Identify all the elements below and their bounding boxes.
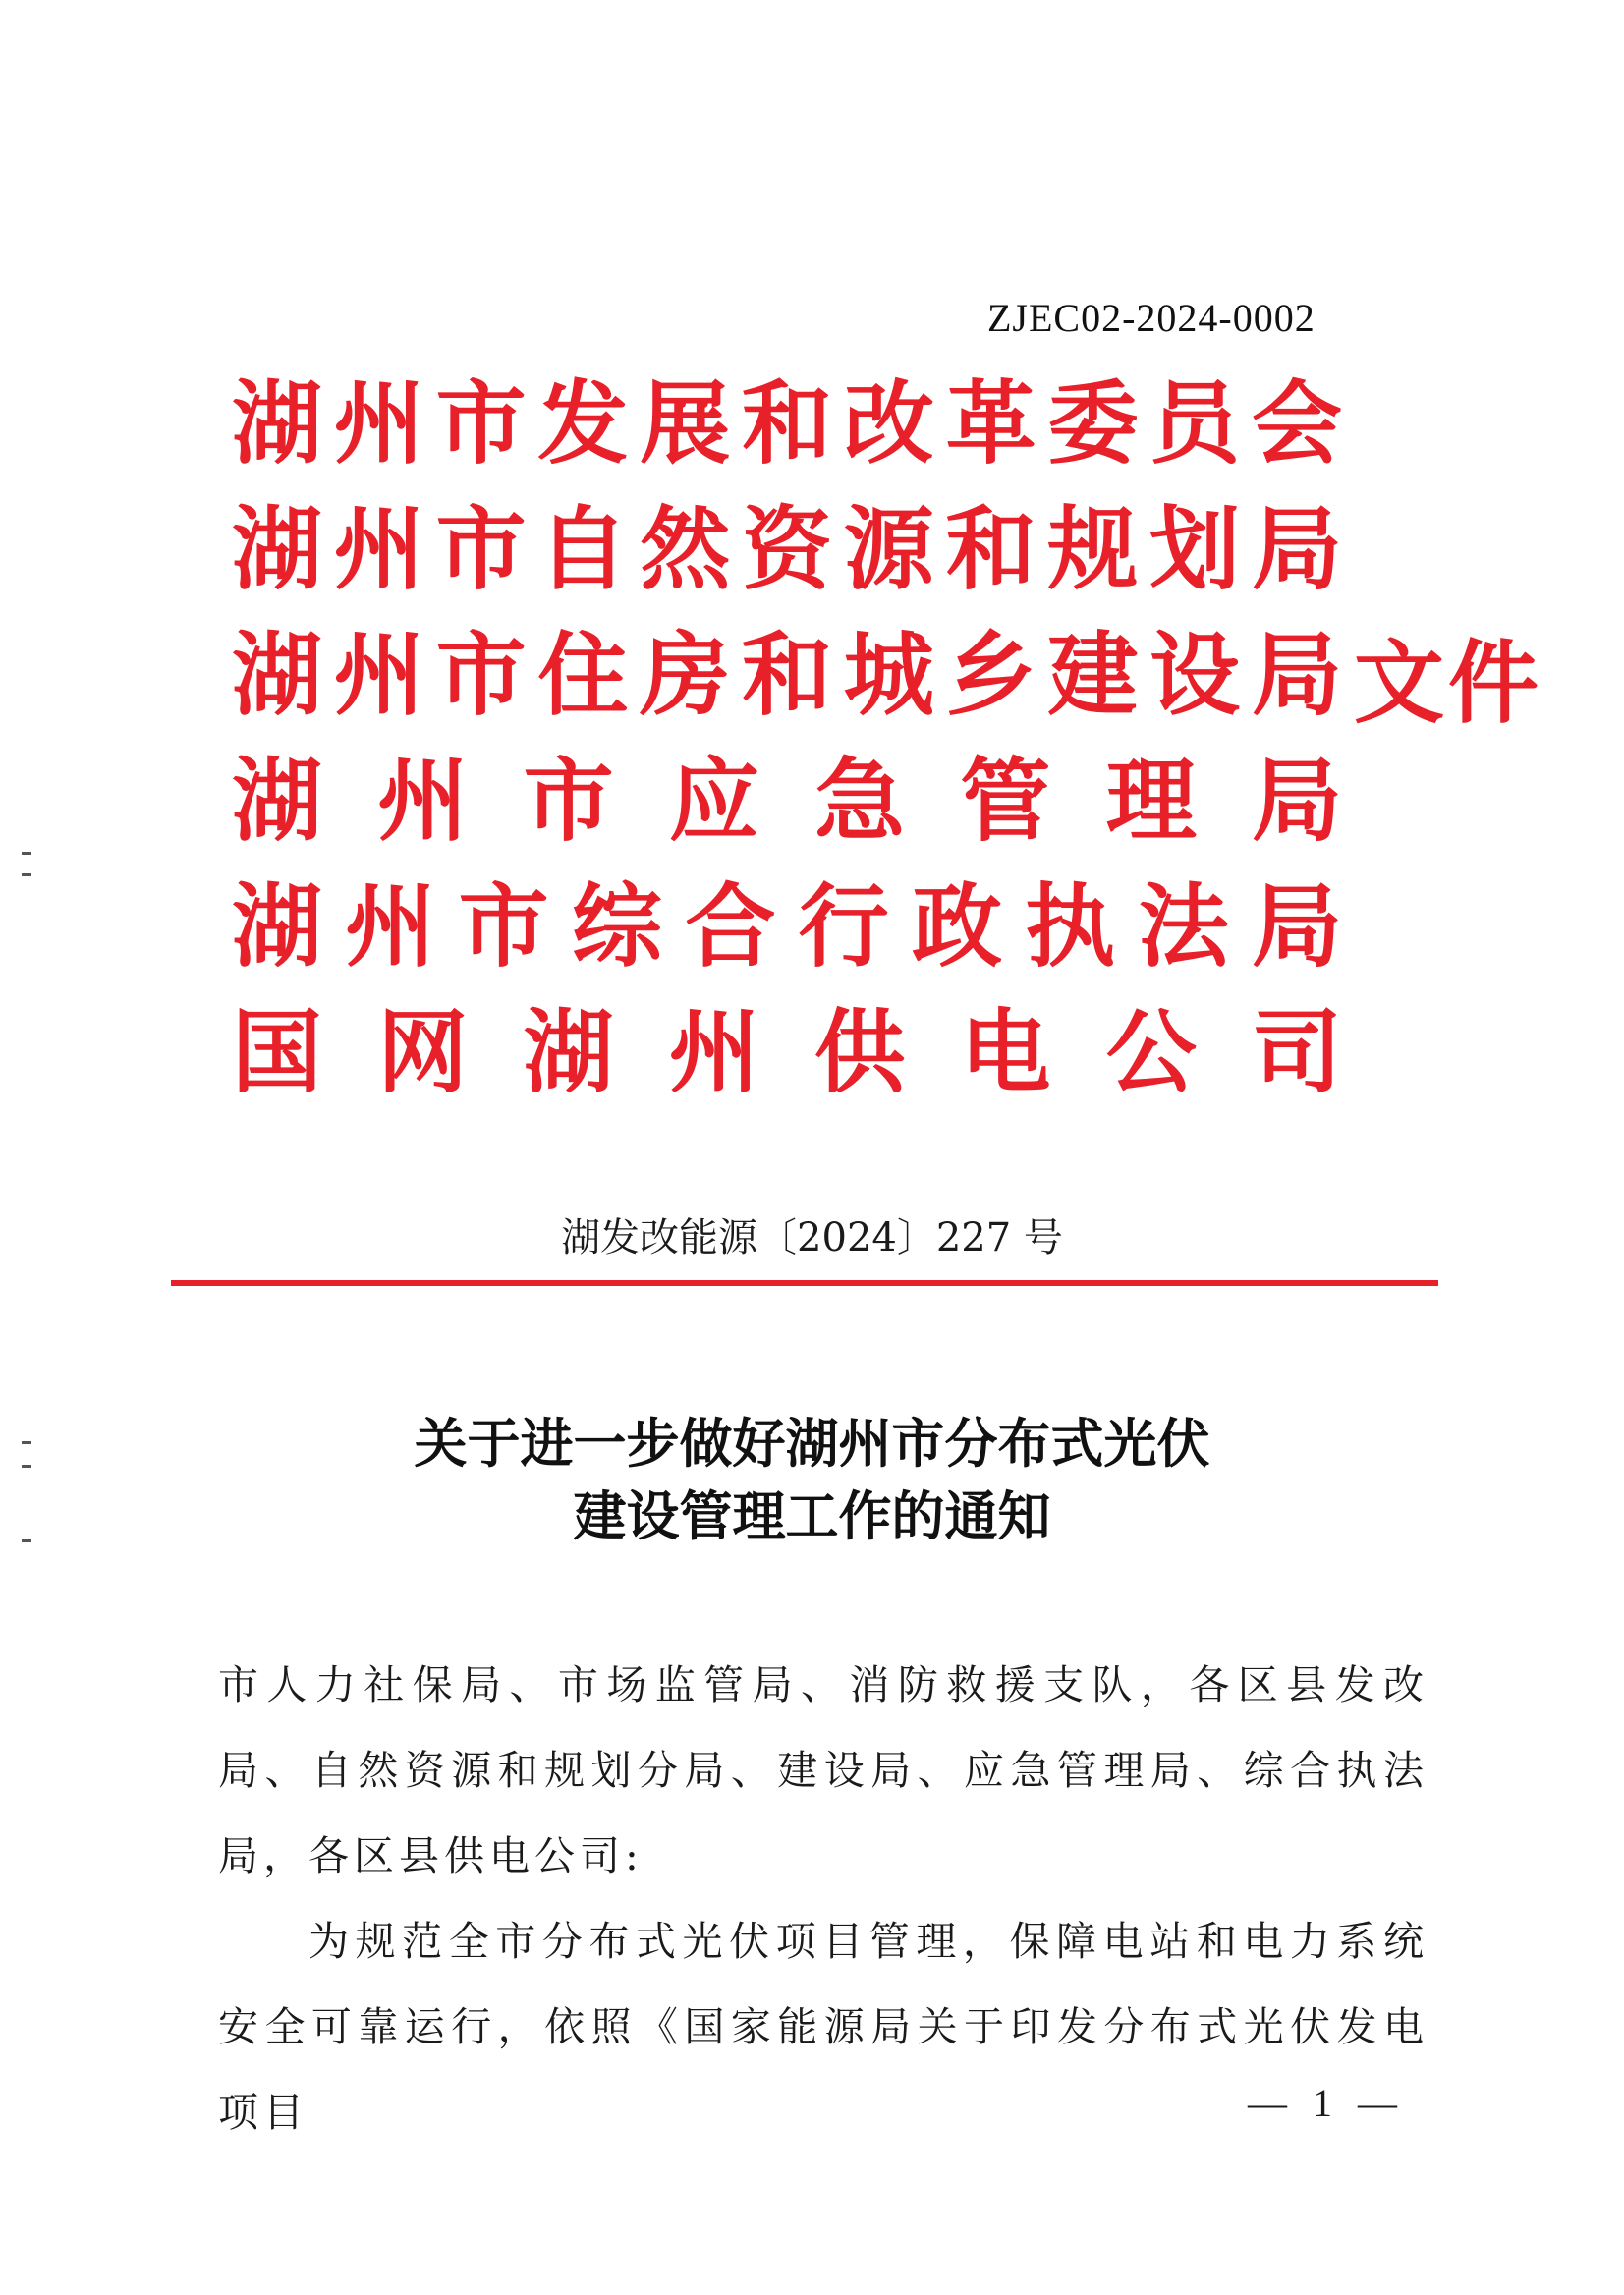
issuer-line: 湖 州 市 住 房 和 城 乡 建 设 局 bbox=[232, 623, 1342, 728]
issuer-line: 国 网 湖 州 供 电 公 司 bbox=[232, 1000, 1342, 1105]
scan-artifact bbox=[22, 1441, 31, 1444]
issuer-line: 湖 州 市 自 然 资 源 和 规 划 局 bbox=[232, 497, 1342, 602]
body-text bbox=[218, 1643, 1428, 2155]
document-suffix: 文件 bbox=[1354, 631, 1543, 736]
recipients-paragraph: 市人力社保局、市场监管局、消防救援支队，各区县发改局、自然资源和规划分局、建设局、应急管理局、综合执法局，各区县供电公司: bbox=[218, 1661, 1428, 1879]
scan-artifact bbox=[22, 1465, 31, 1468]
scan-artifact bbox=[22, 873, 31, 876]
issuer-line: 湖 州 市 综 合 行 政 执 法 局 bbox=[232, 874, 1342, 980]
document-number: 湖发改能源〔2024〕227 号 bbox=[561, 1215, 1063, 1260]
issuer-line: 湖 州 市 发 展 和 改 革 委 员 会 bbox=[232, 371, 1342, 476]
page-number: — 1 — bbox=[1248, 2081, 1405, 2125]
title-line-1: 关于进一步做好湖州市分布式光伏 bbox=[414, 1412, 1210, 1475]
body-paragraph: 为规范全市分布式光伏项目管理，保障电站和电力系统安全可靠运行，依照《国家能源局关于印发分布式光伏发电项目 bbox=[218, 1918, 1428, 2136]
red-separator-line bbox=[171, 1280, 1438, 1286]
issuer-line: 湖 州 市 应 急 管 理 局 bbox=[232, 749, 1342, 854]
notice-title bbox=[0, 1407, 1624, 1552]
document-code: ZJEC02-2024-0002 bbox=[987, 296, 1316, 340]
scan-artifact bbox=[22, 852, 31, 855]
title-line-2: 建设管理工作的通知 bbox=[573, 1484, 1051, 1547]
issuing-authorities bbox=[232, 362, 1342, 1116]
scan-artifact bbox=[22, 1539, 31, 1542]
